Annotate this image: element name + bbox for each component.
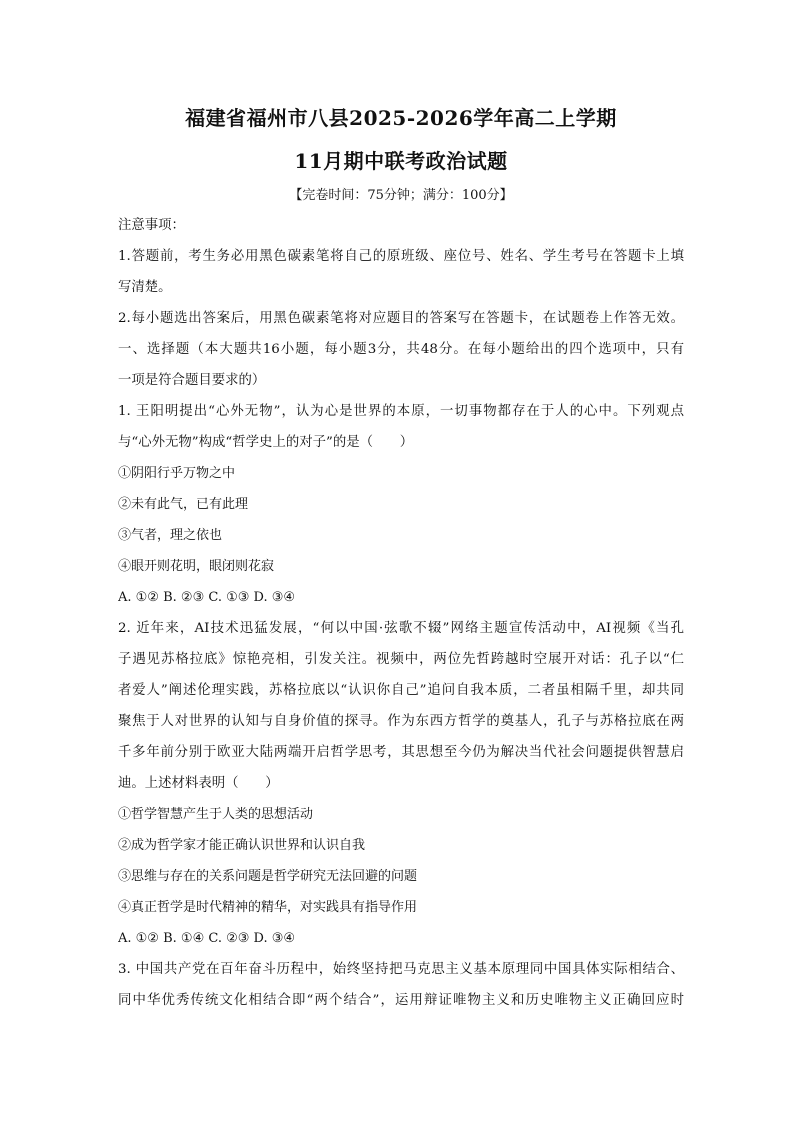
- question-2-choices: A. ①② B. ①④ C. ②③ D. ③④: [118, 931, 296, 946]
- document-title-line1: 福建省福州市八县2025-2026学年高二上学期: [185, 106, 617, 130]
- question-2-stem-line-3: 者爱人”阐述伦理实践，苏格拉底以“认识你自己”追问自我本质，二者虽相隔千里，却共同: [118, 683, 684, 698]
- exam-info: 【完卷时间：75分钟；满分：100分】: [289, 188, 513, 203]
- question-2-item-4: ④真正哲学是时代精神的精华，对实践具有指导作用: [118, 900, 418, 915]
- question-2-item-2: ②成为哲学家才能正确认识世界和认识自我: [118, 838, 366, 853]
- question-2-item-1: ①哲学智慧产生于人类的思想活动: [118, 807, 314, 822]
- note-item-1-line-2: 写清楚。: [118, 280, 172, 295]
- question-1-stem-line-2: 与“心外无物”构成“哲学史上的对子”的是（ ）: [118, 435, 414, 450]
- question-1-stem-line-1: 1. 王阳明提出“心外无物”，认为心是世界的本原，一切事物都存在于人的心中。下列观点: [118, 404, 684, 419]
- question-2-stem-line-2: 子遇见苏格拉底》惊艳亮相，引发关注。视频中，两位先哲跨越时空展开对话：孔子以“仁: [118, 652, 684, 667]
- question-1-item-4: ④眼开则花明，眼闭则花寂: [118, 559, 275, 574]
- question-2-item-3: ③思维与存在的关系问题是哲学研究无法回避的问题: [118, 869, 418, 884]
- section-heading-line-2: 一项是符合题目要求的）: [118, 373, 266, 388]
- question-1-item-3: ③气者，理之依也: [118, 528, 223, 543]
- question-1-item-1: ①阴阳行乎万物之中: [118, 466, 236, 481]
- question-2-stem-line-1: 2. 近年来，AI技术迅猛发展，“何以中国·弦歌不辍”网络主题宣传活动中，AI视频《当孔: [118, 621, 684, 636]
- question-2-stem-line-4: 聚焦于人对世界的认知与自身价值的探寻。作为东西方哲学的奠基人，孔子与苏格拉底在两: [118, 714, 684, 729]
- question-1-choices: A. ①② B. ②③ C. ①③ D. ③④: [118, 590, 296, 605]
- note-item-2: 2.每小题选出答案后，用黑色碳素笔将对应题目的答案写在答题卡，在试题卷上作答无效。: [118, 311, 684, 326]
- document-title-line2: 11月期中联考政治试题: [294, 149, 508, 173]
- note-item-1-line-1: 1.答题前，考生务必用黑色碳素笔将自己的原班级、座位号、姓名、学生考号在答题卡上填: [118, 249, 684, 264]
- question-1-item-2: ②未有此气，已有此理: [118, 497, 249, 512]
- question-3-stem-line-1: 3. 中国共产党在百年奋斗历程中，始终坚持把马克思主义基本原理同中国具体实际相结合、: [118, 962, 684, 977]
- notes-heading: 注意事项：: [118, 218, 185, 233]
- question-3-stem-line-2: 同中华优秀传统文化相结合即“两个结合”，运用辩证唯物主义和历史唯物主义正确回应时: [118, 993, 684, 1008]
- section-heading-line-1: 一、选择题（本大题共16小题，每小题3分，共48分。在每小题给出的四个选项中，只有: [118, 342, 684, 357]
- question-2-stem-line-5: 千多年前分别于欧亚大陆两端开启哲学思考，其思想至今仍为解决当代社会问题提供智慧启: [118, 745, 684, 760]
- question-2-stem-line-6: 迪。上述材料表明（ ）: [118, 776, 279, 791]
